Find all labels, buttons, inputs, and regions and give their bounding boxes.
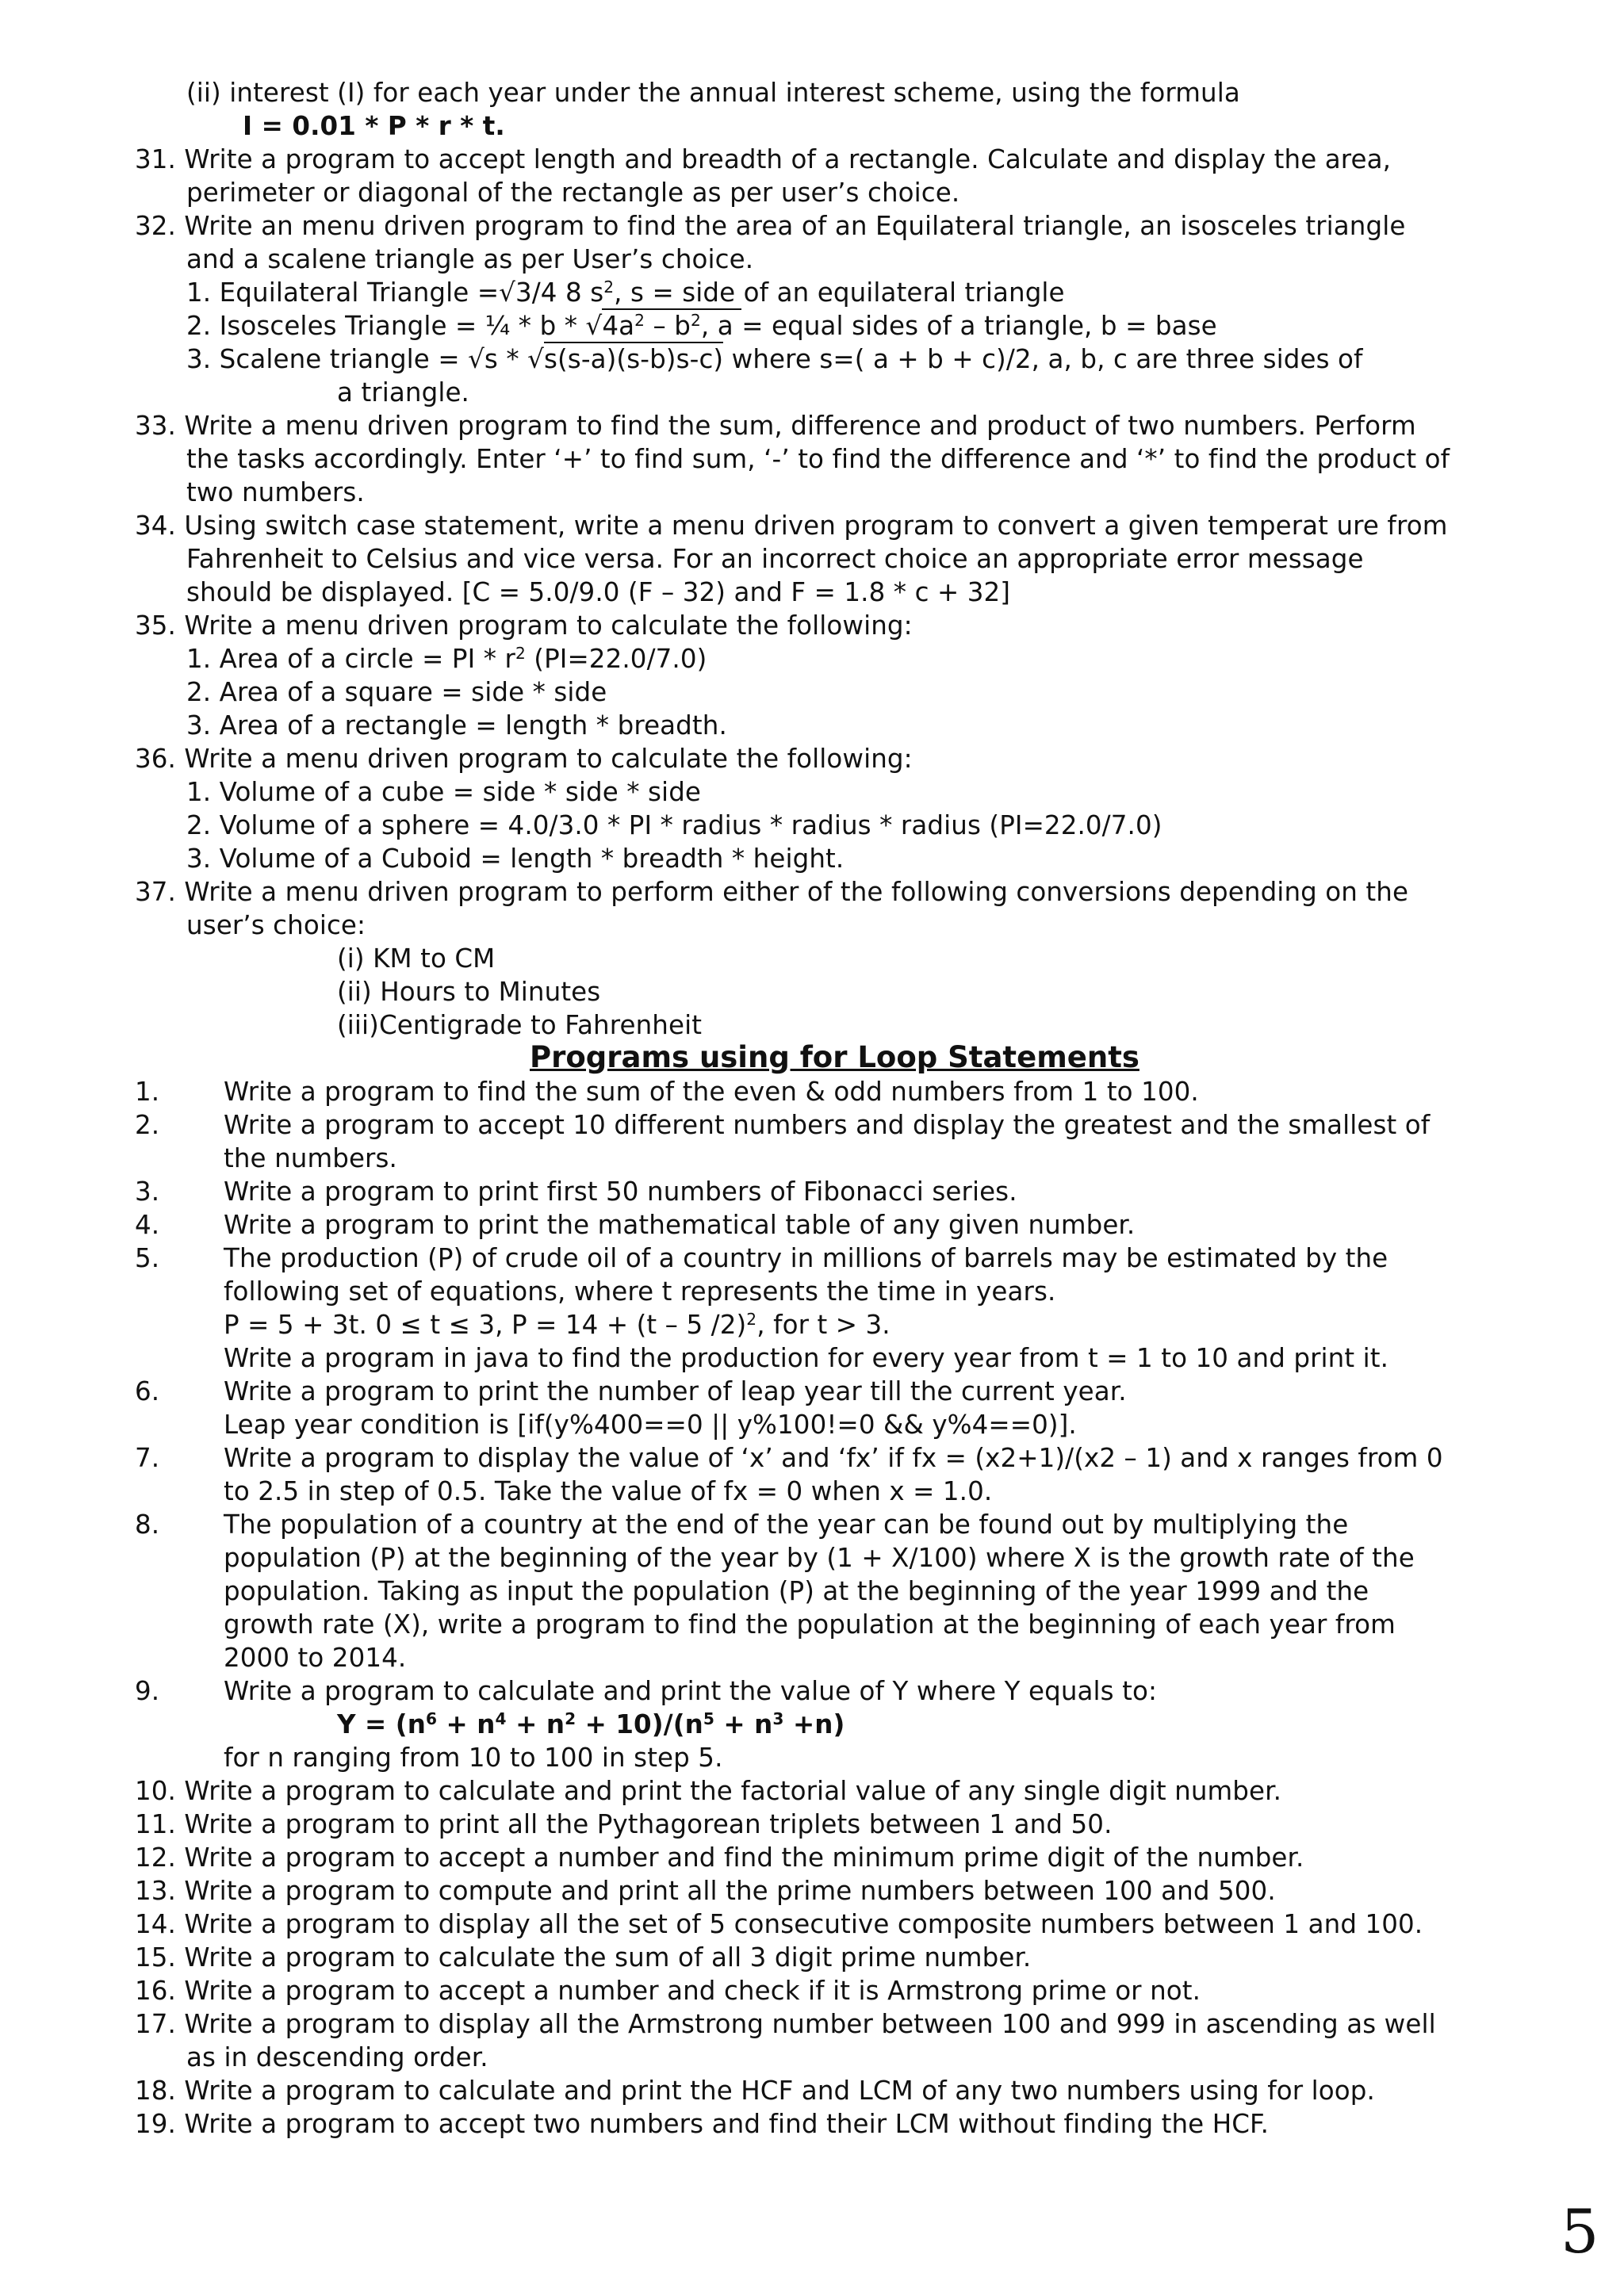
loop-item-num: 6. bbox=[135, 1376, 160, 1406]
text-line: user’s choice: bbox=[186, 910, 366, 940]
leap-year-condition: Leap year condition is [if(y%400==0 || y%100!=0 && y%4==0)]. bbox=[224, 1410, 1077, 1440]
loop-item-18: 18. Write a program to calculate and print the HCF and LCM of any two numbers using for loop. bbox=[135, 2076, 1375, 2106]
text-line: Fahrenheit to Celsius and vice versa. For an incorrect choice an appropriate error message bbox=[186, 544, 1364, 574]
loop-item-num: 7. bbox=[135, 1443, 160, 1473]
scalene-formula: 3. Scalene triangle = √s * √s(s-a)(s-b)s-c) where s=( a + b + c)/2, a, b, c are three sides of bbox=[186, 342, 1363, 376]
loop-item-text: Write a program to print first 50 numbers of Fibonacci series. bbox=[224, 1177, 1017, 1207]
text-line: as in descending order. bbox=[186, 2042, 488, 2072]
text-line: (ii) interest (I) for each year under the annual interest scheme, using the formula bbox=[186, 78, 1240, 108]
text-line: 3. Area of a rectangle = length * breadth. bbox=[186, 710, 727, 740]
interest-formula: I = 0.01 * P * r * t. bbox=[243, 111, 505, 141]
text-line: perimeter or diagonal of the rectangle as per user’s choice. bbox=[186, 178, 960, 208]
loop-item-num: 3. bbox=[135, 1177, 160, 1207]
item-35: 35. Write a menu driven program to calculate the following: bbox=[135, 610, 913, 641]
loop-item-text: The population of a country at the end of the year can be found out by multiplying the bbox=[224, 1510, 1349, 1540]
loop-item-text: population. Taking as input the population (P) at the beginning of the year 1999 and the bbox=[224, 1576, 1369, 1606]
text-line: (iii)Centigrade to Fahrenheit bbox=[337, 1010, 703, 1040]
item-32: 32. Write an menu driven program to find the area of an Equilateral triangle, an isosceles triangle bbox=[135, 211, 1406, 241]
loop-item-text: Write a program to accept 10 different numbers and display the greatest and the smallest of bbox=[224, 1110, 1431, 1140]
loop-item-15: 15. Write a program to calculate the sum of all 3 digit prime number. bbox=[135, 1942, 1032, 1973]
loop-item-14: 14. Write a program to display all the set of 5 consecutive composite numbers between 1 and 100. bbox=[135, 1909, 1423, 1939]
loop-item-19: 19. Write a program to accept two numbers and find their LCM without finding the HCF. bbox=[135, 2109, 1270, 2139]
equilateral-formula: 1. Equilateral Triangle =√3/4 8 $s^2$, s = side of an equilateral triangle bbox=[186, 277, 1065, 308]
loop-item-text: Write a program to print the number of leap year till the current year. bbox=[224, 1376, 1127, 1406]
loop-item-17: 17. Write a program to display all the Armstrong number between 100 and 999 in ascending as well bbox=[135, 2009, 1436, 2039]
isosceles-formula: 2. Isosceles Triangle = ¼ * b * $√4a^2 - b^2$, a = equal sides of a triangle, b = base bbox=[186, 309, 1217, 342]
item-36: 36. Write a menu driven program to calculate the following: bbox=[135, 744, 913, 774]
loop-item-num: 5. bbox=[135, 1243, 160, 1273]
text-line: (ii) Hours to Minutes bbox=[337, 977, 601, 1007]
loop-item-text: The production (P) of crude oil of a country in millions of barrels may be estimated by the bbox=[224, 1243, 1388, 1273]
text-line: 2. Volume of a sphere = 4.0/3.0 * PI * radius * radius * radius (PI=22.0/7.0) bbox=[186, 810, 1162, 840]
page-number: 5 bbox=[1561, 2196, 1599, 2267]
loop-item-num: 8. bbox=[135, 1510, 160, 1540]
loop-item-text: to 2.5 in step of 0.5. Take the value of fx = 0 when x = 1.0. bbox=[224, 1476, 993, 1506]
item-34: 34. Using switch case statement, write a menu driven program to convert a given temperat ure from bbox=[135, 511, 1448, 541]
production-equation: P = 5 + 3t. 0 ≤ t ≤ 3, P = 14 + (t – 5 /2)$^2$, for t > 3. bbox=[224, 1309, 891, 1340]
loop-item-text: 2000 to 2014. bbox=[224, 1643, 407, 1673]
y-equation: $Y = (n^6 + n^4 + n^2 + 10)/(n^5 + n^3 +n)$ bbox=[337, 1709, 845, 1739]
text-line: 3. Volume of a Cuboid = length * breadth * height. bbox=[186, 844, 845, 874]
item-31: 31. Write a program to accept length and breadth of a rectangle. Calculate and display the area, bbox=[135, 144, 1392, 174]
loop-item-text: population (P) at the beginning of the year by (1 + X/100) where X is the growth rate of the bbox=[224, 1543, 1415, 1573]
loop-item-text: the numbers. bbox=[224, 1143, 397, 1173]
text-line: (i) KM to CM bbox=[337, 943, 496, 974]
loop-item-text: Write a program to find the sum of the even & odd numbers from 1 to 100. bbox=[224, 1077, 1199, 1107]
loop-item-12: 12. Write a program to accept a number and find the minimum prime digit of the number. bbox=[135, 1843, 1304, 1873]
loop-item-num: 9. bbox=[135, 1676, 160, 1706]
loop-item-10: 10. Write a program to calculate and print the factorial value of any single digit number. bbox=[135, 1776, 1282, 1806]
loop-item-13: 13. Write a program to compute and print all the prime numbers between 100 and 500. bbox=[135, 1876, 1276, 1906]
loop-item-text: Write a program to print the mathematical table of any given number. bbox=[224, 1210, 1136, 1240]
loop-item-num: 2. bbox=[135, 1110, 160, 1140]
loop-item-16: 16. Write a program to accept a number and check if it is Armstrong prime or not. bbox=[135, 1976, 1201, 2006]
loop-item-text: for n ranging from 10 to 100 in step 5. bbox=[224, 1743, 723, 1773]
loop-item-text: Write a program in java to find the production for every year from t = 1 to 10 and print it. bbox=[224, 1343, 1389, 1373]
loop-item-text: following set of equations, where t represents the time in years. bbox=[224, 1276, 1056, 1307]
text-line: should be displayed. [C = 5.0/9.0 (F – 32) and F = 1.8 * c + 32] bbox=[186, 577, 1011, 607]
loop-item-11: 11. Write a program to print all the Pythagorean triplets between 1 and 50. bbox=[135, 1809, 1113, 1839]
loop-item-num: 1. bbox=[135, 1077, 160, 1107]
circle-formula: 1. Area of a circle = PI * $r^2$ (PI=22.0/7.0) bbox=[186, 643, 707, 674]
loop-item-text: growth rate (X), write a program to find the population at the beginning of each year from bbox=[224, 1609, 1396, 1640]
item-37: 37. Write a menu driven program to perform either of the following conversions depending on the bbox=[135, 877, 1409, 907]
loop-item-text: Write a program to calculate and print the value of Y where Y equals to: bbox=[224, 1676, 1158, 1706]
loop-item-num: 4. bbox=[135, 1210, 160, 1240]
text-line: a triangle. bbox=[337, 377, 469, 408]
item-33: 33. Write a menu driven program to find the sum, difference and product of two numbers. Perform bbox=[135, 411, 1416, 441]
text-line: and a scalene triangle as per User’s choice. bbox=[186, 244, 754, 274]
text-line: 1. Volume of a cube = side * side * side bbox=[186, 777, 702, 807]
section-heading: Programs using for Loop Statements bbox=[530, 1040, 1139, 1074]
text-line: 2. Area of a square = side * side bbox=[186, 677, 607, 707]
text-line: two numbers. bbox=[186, 477, 365, 507]
text-line: the tasks accordingly. Enter ‘+’ to find sum, ‘-’ to find the difference and ‘*’ to find the product of bbox=[186, 444, 1450, 474]
loop-item-text: Write a program to display the value of ‘x’ and ‘fx’ if fx = (x2+1)/(x2 – 1) and x ranges from 0 bbox=[224, 1443, 1443, 1473]
